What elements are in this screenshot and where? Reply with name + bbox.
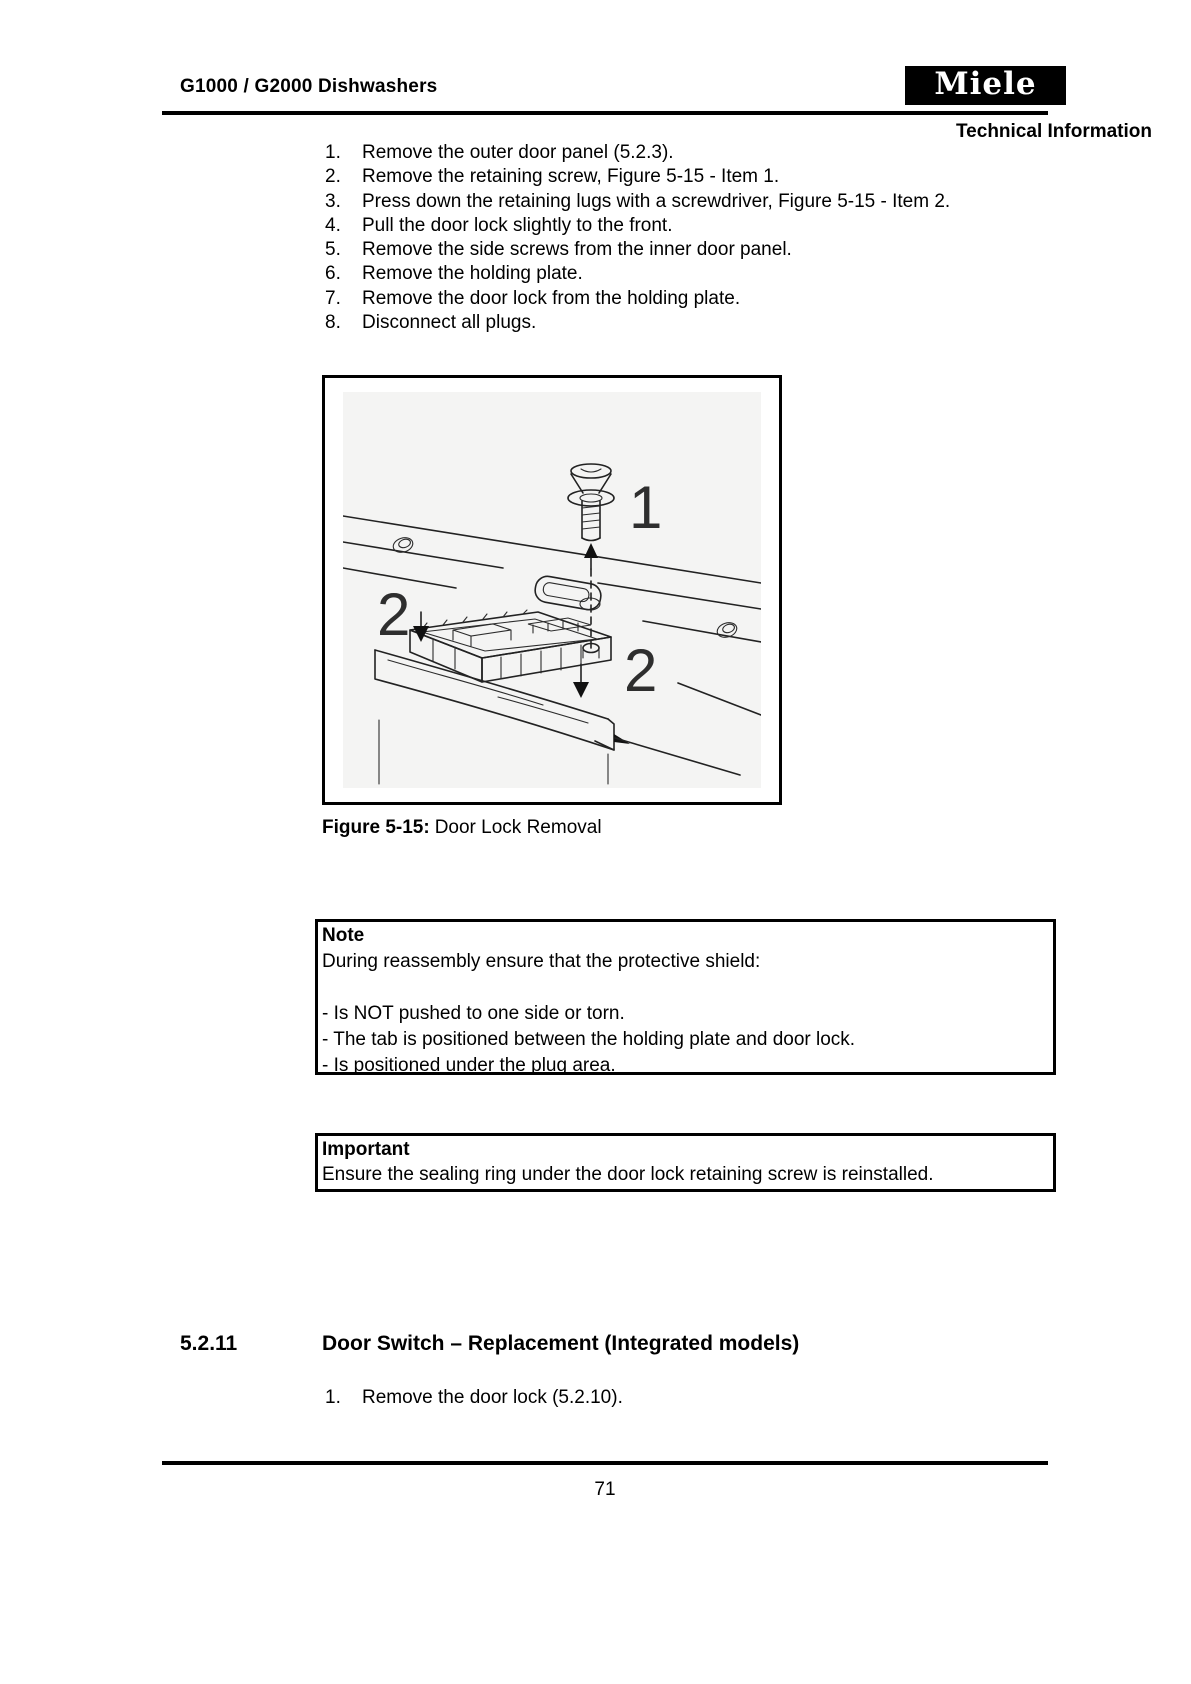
figure-caption-label: Figure 5-15: xyxy=(322,817,430,838)
figure-caption xyxy=(322,817,602,839)
important-title: Important xyxy=(322,1139,410,1160)
figure-callout-1: 1 xyxy=(629,474,663,541)
door-lock-removal-illustration xyxy=(343,392,761,788)
note-box xyxy=(315,919,1056,1075)
step-text: Press down the retaining lugs with a screwdriver, Figure 5-15 - Item 2. xyxy=(362,190,951,212)
technical-drawing xyxy=(343,392,761,788)
section-step-list xyxy=(325,1386,1045,1410)
note-item: - Is positioned under the plug area. xyxy=(322,1055,616,1076)
list-item xyxy=(325,311,1045,335)
step-text: Remove the door lock from the holding plate. xyxy=(362,287,741,309)
page-subtitle: Technical Information xyxy=(955,121,1152,142)
figure-callout-2-left: 2 xyxy=(377,581,411,648)
step-text: Remove the door lock (5.2.10). xyxy=(362,1387,623,1408)
list-item xyxy=(325,262,1045,286)
figure-callout-2-right: 2 xyxy=(624,637,658,704)
important-box xyxy=(315,1133,1056,1192)
step-text: Disconnect all plugs. xyxy=(362,312,537,334)
important-text: Ensure the sealing ring under the door lock retaining screw is reinstalled. xyxy=(322,1163,934,1185)
step-number: 5. xyxy=(325,239,341,261)
slot-end-detail xyxy=(580,598,600,610)
figure-caption-text: Door Lock Removal xyxy=(434,817,602,838)
step-number: 4. xyxy=(325,214,341,236)
lug-arrow-left xyxy=(413,612,429,642)
footer-rule xyxy=(162,1461,1048,1465)
procedure-step-list xyxy=(325,141,1045,335)
note-item: - The tab is positioned between the holding plate and door lock. xyxy=(322,1029,856,1050)
section-number: 5.2.11 xyxy=(180,1332,238,1355)
step-number: 6. xyxy=(325,263,341,285)
page-number: 71 xyxy=(594,1479,616,1500)
step-text: Pull the door lock slightly to the front. xyxy=(362,214,673,236)
step-number: 3. xyxy=(325,190,341,212)
step-number: 1. xyxy=(325,1387,341,1408)
step-number: 8. xyxy=(325,312,341,334)
screw-direction-arrow xyxy=(584,543,598,650)
miele-logo xyxy=(905,66,1066,105)
step-text: Remove the retaining screw, Figure 5-15 - Item 1. xyxy=(362,166,780,188)
note-spacer xyxy=(322,975,1045,1001)
section-title: Door Switch – Replacement (Integrated models) xyxy=(322,1332,800,1355)
figure-frame xyxy=(322,375,782,805)
list-item xyxy=(325,165,1045,189)
header-rule xyxy=(162,111,1048,115)
step-text: Remove the holding plate. xyxy=(362,263,583,285)
step-number: 7. xyxy=(325,287,341,309)
list-item xyxy=(325,190,1045,214)
lug-arrow-right xyxy=(573,664,589,698)
step-text: Remove the side screws from the inner door panel. xyxy=(362,239,792,261)
step-text: Remove the outer door panel (5.2.3). xyxy=(362,142,674,163)
step-number: 1. xyxy=(325,142,341,163)
lower-panel-lines xyxy=(379,683,761,784)
list-item xyxy=(325,1386,1045,1410)
note-item: - Is NOT pushed to one side or torn. xyxy=(322,1003,625,1024)
list-item xyxy=(325,214,1045,238)
list-item xyxy=(325,287,1045,311)
list-item xyxy=(325,141,1045,165)
retaining-screw xyxy=(568,464,614,541)
door-front-strip xyxy=(375,650,630,750)
step-number: 2. xyxy=(325,166,341,188)
screw-slot xyxy=(533,574,603,611)
list-item xyxy=(325,238,1045,262)
note-title: Note xyxy=(322,925,365,946)
miele-logo-text: Miele xyxy=(934,66,1037,102)
note-intro: During reassembly ensure that the protective shield: xyxy=(322,951,761,972)
document-title: G1000 / G2000 Dishwashers xyxy=(180,76,438,97)
rail-hole-left xyxy=(391,535,414,554)
